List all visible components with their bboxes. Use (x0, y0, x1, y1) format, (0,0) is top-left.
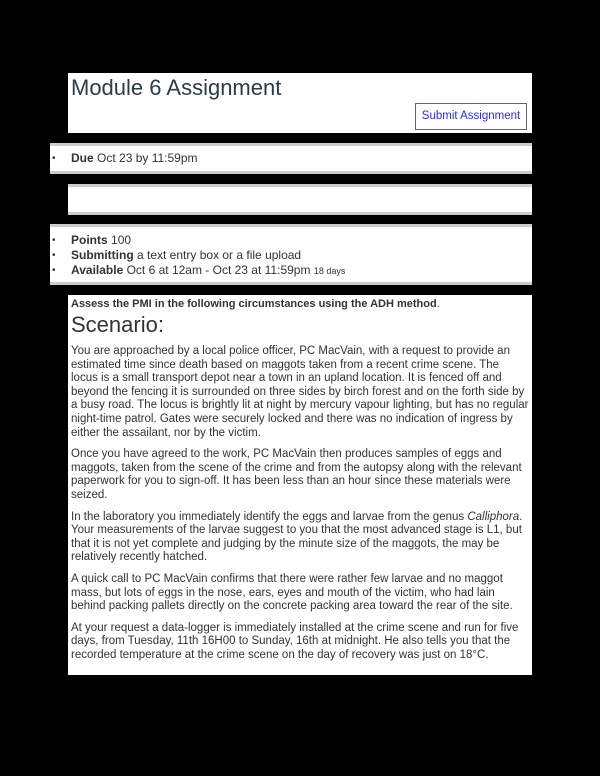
available-item (50, 263, 532, 279)
scenario-paragraph-2: Once you have agreed to the work, PC MacVain then produces samples of eggs and maggots, taken from the scene of the crime and from the autopsy along with the relevant paperwork for you to sign-off. It has been less than an hour since these materials were seized. (71, 448, 522, 501)
due-date-section (50, 143, 532, 174)
lab-text-after: . Your measurements of the larvae suggest to you that the most advanced stage is L1, but that it is not yet complete and judging by the minute size of the maggots, the may be relatively recently hatched. (71, 510, 523, 564)
assignment-description (68, 295, 532, 675)
submitting-label: Submitting (71, 248, 134, 262)
due-date-item (50, 151, 532, 166)
due-label: Due (71, 151, 94, 165)
submitting-item (50, 248, 532, 263)
scenario-heading: Scenario: (71, 312, 164, 337)
assignment-details (50, 224, 532, 285)
due-value: Oct 23 by 11:59pm (97, 151, 198, 165)
page-title: Module 6 Assignment (71, 75, 282, 100)
intro-text: Assess the PMI in the following circumstances using the ADH method (71, 298, 437, 310)
assignment-header (68, 73, 532, 133)
empty-section (68, 184, 532, 215)
available-duration: 18 days (313, 266, 346, 276)
submitting-value: a text entry box or a file upload (137, 248, 302, 262)
intro-instruction (71, 298, 529, 310)
available-value: Oct 6 at 12am - Oct 23 at 11:59pm (126, 263, 311, 277)
scenario-paragraph-4: A quick call to PC MacVain confirms that there were rather few larvae and no maggot mass, but lots of eggs in the nose, ears, eyes and mouth of the victim, who had lain behind packing pallets directly on the concrete packing area toward the rear of the site. (71, 572, 513, 613)
points-value: 100 (111, 233, 132, 247)
intro-period: . (436, 298, 440, 310)
genus-name: Calliphora (467, 510, 520, 523)
points-label: Points (71, 233, 108, 247)
lab-text-before: In the laboratory you immediately identify the eggs and larvae from the genus (71, 510, 468, 523)
submit-assignment-button[interactable]: Submit Assignment (415, 103, 527, 130)
scenario-paragraph-5: At your request a data-logger is immediately installed at the crime scene and run for five days, from Tuesday, 11th 16H00 to Sunday, 16th at midnight. He also tells you that the recorded temperature at the crime scene on the day of recovery was just on 18°C. (71, 621, 519, 661)
available-label: Available (71, 263, 124, 277)
points-item (50, 233, 532, 248)
scenario-paragraph-3 (71, 511, 529, 565)
scenario-paragraph-1: You are approached by a local police officer, PC MacVain, with a request to provide an estimated time since death based on maggots taken from a recent crime scene. The locus is a small transport depot near a town in an upland location. It is fenced off and beyond the fencing it is surrounded on three sides by birch forest and on the forth side by a busy road. The locus is brightly lit at night by mercury vapour lighting, but has no regular night-time patrol. Gates were securely locked and there was no indication of ingress by either the assailant, nor by the victim. (71, 345, 529, 439)
